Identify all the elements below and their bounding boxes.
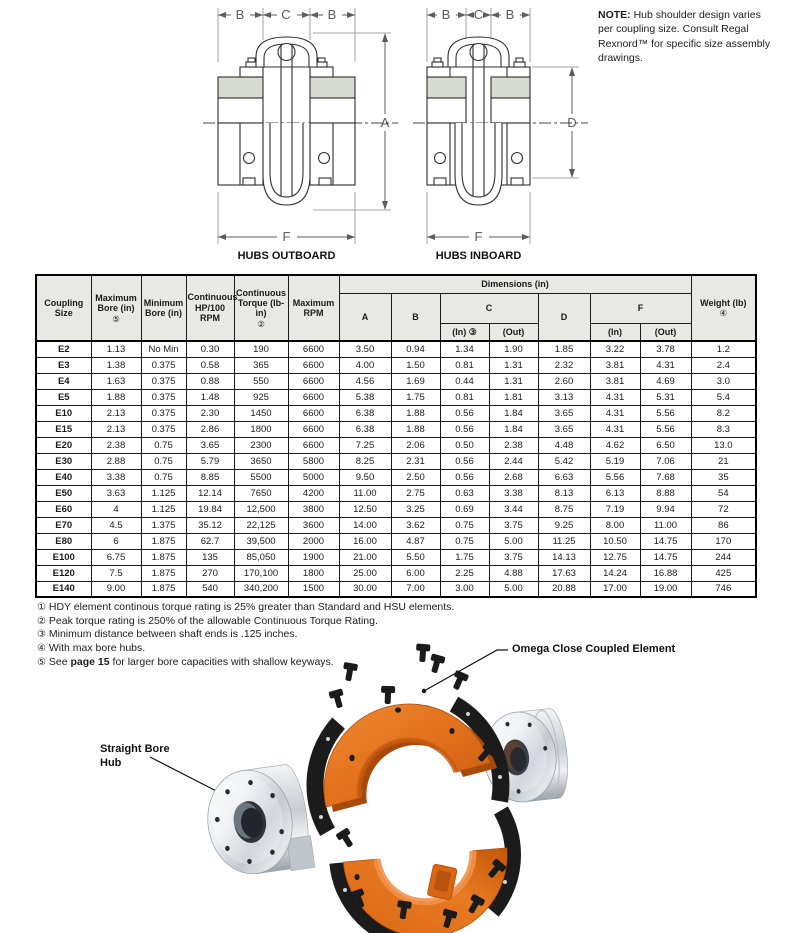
spec-cell: 5.50 <box>391 549 440 565</box>
spec-cell: 5.31 <box>640 389 691 405</box>
header-weight: Weight (lb) ④ <box>691 275 756 341</box>
spec-cell: 12.14 <box>186 485 234 501</box>
spec-cell: 1.84 <box>489 421 538 437</box>
spec-cell: 3.00 <box>440 581 489 597</box>
spec-cell: 14.75 <box>640 533 691 549</box>
spec-cell: 0.81 <box>440 357 489 373</box>
spec-cell: 5.42 <box>538 453 590 469</box>
outboard-caption: HUBS OUTBOARD <box>237 250 336 262</box>
spec-cell: 2.13 <box>91 405 141 421</box>
header-dim-c: C <box>440 293 538 323</box>
spec-cell: 7.5 <box>91 565 141 581</box>
spec-cell: 340,200 <box>234 581 288 597</box>
spec-cell: 5.56 <box>590 469 640 485</box>
spec-cell: 1.125 <box>141 485 186 501</box>
spec-cell: 6.00 <box>391 565 440 581</box>
spec-cell: 8.75 <box>538 501 590 517</box>
spec-cell: 0.375 <box>141 357 186 373</box>
dim-label-d: D <box>567 115 577 130</box>
coupling-size-cell: E70 <box>36 517 91 533</box>
spec-cell: 1.38 <box>91 357 141 373</box>
spec-cell: 10.50 <box>590 533 640 549</box>
spec-cell: 0.375 <box>141 421 186 437</box>
spec-cell: 1500 <box>288 581 339 597</box>
spec-cell: 6600 <box>288 421 339 437</box>
spec-cell: 3.62 <box>391 517 440 533</box>
spec-cell: 85,050 <box>234 549 288 565</box>
spec-cell: 0.375 <box>141 405 186 421</box>
spec-cell: 2.88 <box>91 453 141 469</box>
spec-cell: 1.13 <box>91 341 141 357</box>
spec-cell: 2000 <box>288 533 339 549</box>
coupling-size-cell: E20 <box>36 437 91 453</box>
table-row <box>36 533 756 549</box>
table-row <box>36 501 756 517</box>
dim-label-f: F <box>282 229 291 244</box>
footnote: ① HDY element continous torque rating is 25% greater than Standard and HSU elements. <box>37 601 455 613</box>
element-top-half <box>315 692 502 878</box>
spec-cell: 9.25 <box>538 517 590 533</box>
spec-cell: 3.81 <box>590 373 640 389</box>
spec-cell: 1.75 <box>440 549 489 565</box>
spec-cell: 5.19 <box>590 453 640 469</box>
spec-cell: 2.38 <box>91 437 141 453</box>
spec-cell: 5.79 <box>186 453 234 469</box>
spec-cell: 2.31 <box>391 453 440 469</box>
straight-bore-hub-label: Straight Bore Hub <box>100 743 170 769</box>
header-torque: Continuous Torque (lb-in) ② <box>234 275 288 341</box>
spec-cell: 6.63 <box>538 469 590 485</box>
header-dim-b: B <box>391 293 440 341</box>
spec-cell: 6.75 <box>91 549 141 565</box>
inboard-drawing <box>413 7 588 262</box>
spec-cell: 540 <box>186 581 234 597</box>
spec-cell: 35.12 <box>186 517 234 533</box>
spec-cell: 5.00 <box>489 581 538 597</box>
dim-label-b: B <box>327 7 337 22</box>
spec-cell: 5.56 <box>640 405 691 421</box>
spec-cell: 170 <box>691 533 756 549</box>
header-min-bore: Minimum Bore (in) <box>141 275 186 341</box>
spec-cell: 0.30 <box>186 341 234 357</box>
spec-cell: 170,100 <box>234 565 288 581</box>
spec-cell: 8.25 <box>339 453 391 469</box>
table-row <box>36 565 756 581</box>
spec-cell: 5.38 <box>339 389 391 405</box>
spec-cell: 2.25 <box>440 565 489 581</box>
spec-cell: 86 <box>691 517 756 533</box>
spec-cell: 19.00 <box>640 581 691 597</box>
spec-cell: 25.00 <box>339 565 391 581</box>
spec-cell: 35 <box>691 469 756 485</box>
spec-cell: 9.00 <box>91 581 141 597</box>
outboard-drawing <box>203 7 398 262</box>
spec-cell: 3.75 <box>489 549 538 565</box>
spec-cell: 22,125 <box>234 517 288 533</box>
spec-cell: 0.56 <box>440 421 489 437</box>
spec-cell: 1.85 <box>538 341 590 357</box>
spec-cell: 0.58 <box>186 357 234 373</box>
spec-cell: 2.30 <box>186 405 234 421</box>
spec-cell: 1900 <box>288 549 339 565</box>
spec-cell: 0.75 <box>141 469 186 485</box>
spec-cell: 0.44 <box>440 373 489 389</box>
spec-cell: 11.00 <box>339 485 391 501</box>
coupling-size-cell: E120 <box>36 565 91 581</box>
spec-cell: 746 <box>691 581 756 597</box>
spec-cell: 2.75 <box>391 485 440 501</box>
spec-cell: 2.86 <box>186 421 234 437</box>
spec-cell: 3.65 <box>538 405 590 421</box>
coupling-size-cell: E2 <box>36 341 91 357</box>
spec-cell: 20.88 <box>538 581 590 597</box>
spec-cell: 8.3 <box>691 421 756 437</box>
spec-cell: 5.56 <box>640 421 691 437</box>
spec-cell: 1.90 <box>489 341 538 357</box>
spec-cell: 4.56 <box>339 373 391 389</box>
spec-cell: 4.88 <box>489 565 538 581</box>
header-coupling-size: Coupling Size <box>36 275 91 341</box>
spec-cell: 7.00 <box>391 581 440 597</box>
table-row <box>36 405 756 421</box>
spec-cell: 6600 <box>288 405 339 421</box>
spec-cell: 4.31 <box>590 389 640 405</box>
table-row <box>36 581 756 597</box>
spec-cell: 0.56 <box>440 453 489 469</box>
spec-cell: 62.7 <box>186 533 234 549</box>
coupling-size-cell: E60 <box>36 501 91 517</box>
spec-cell: 1.125 <box>141 501 186 517</box>
spec-cell: 0.94 <box>391 341 440 357</box>
spec-cell: 6600 <box>288 373 339 389</box>
spec-cell: 2.06 <box>391 437 440 453</box>
spec-cell: 3.44 <box>489 501 538 517</box>
spec-cell: 1.875 <box>141 581 186 597</box>
spec-cell: 4.62 <box>590 437 640 453</box>
spec-cell: 6.38 <box>339 405 391 421</box>
spec-cell: 3.65 <box>538 421 590 437</box>
table-row <box>36 485 756 501</box>
spec-cell: 1.375 <box>141 517 186 533</box>
table-row <box>36 453 756 469</box>
note-label: NOTE: <box>598 9 631 21</box>
spec-cell: 0.375 <box>141 389 186 405</box>
spec-cell: 14.13 <box>538 549 590 565</box>
inboard-caption: HUBS INBOARD <box>435 250 522 262</box>
spec-cell: 21.00 <box>339 549 391 565</box>
spec-cell: 2.13 <box>91 421 141 437</box>
spec-cell: 9.50 <box>339 469 391 485</box>
spec-cell: 14.75 <box>640 549 691 565</box>
header-max-rpm: Maximum RPM <box>288 275 339 341</box>
spec-cell: 6.13 <box>590 485 640 501</box>
spec-cell: 270 <box>186 565 234 581</box>
spec-cell: 1.875 <box>141 533 186 549</box>
spec-cell: 7.19 <box>590 501 640 517</box>
dim-label-a: A <box>380 115 390 130</box>
dim-label-c: C <box>473 7 484 22</box>
spec-cell: 1.88 <box>391 421 440 437</box>
spec-cell: 1450 <box>234 405 288 421</box>
spec-cell: 8.00 <box>590 517 640 533</box>
spec-cell: 1800 <box>288 565 339 581</box>
spec-cell: 11.25 <box>538 533 590 549</box>
spec-cell: 1.69 <box>391 373 440 389</box>
spec-cell: 4.31 <box>640 357 691 373</box>
spec-cell: 14.24 <box>590 565 640 581</box>
spec-cell: 7.25 <box>339 437 391 453</box>
spec-cell: 5800 <box>288 453 339 469</box>
spec-cell: 4.87 <box>391 533 440 549</box>
spec-cell: 0.75 <box>440 517 489 533</box>
spec-cell: 190 <box>234 341 288 357</box>
footnote: ② Peak torque rating is 250% of the allowable Continuous Torque Rating. <box>37 614 378 627</box>
spec-cell: 19.84 <box>186 501 234 517</box>
straight-bore-hub <box>201 762 315 881</box>
coupling-size-cell: E40 <box>36 469 91 485</box>
spec-cell: 925 <box>234 389 288 405</box>
spec-cell: 1.81 <box>489 389 538 405</box>
spec-cell: 3.75 <box>489 517 538 533</box>
note-text: Hub shoulder design varies per coupling size. Consult Regal Rexnord™ for specific size assembly drawings. <box>598 9 771 65</box>
spec-cell: 244 <box>691 549 756 565</box>
spec-cell: 1.63 <box>91 373 141 389</box>
spec-cell: 1.875 <box>141 565 186 581</box>
spec-cell: 1.88 <box>391 405 440 421</box>
header-dim-f: F <box>590 293 691 323</box>
spec-cell: 12.50 <box>339 501 391 517</box>
spec-cell: 6 <box>91 533 141 549</box>
spec-cell: 6.38 <box>339 421 391 437</box>
spec-cell: 12.75 <box>590 549 640 565</box>
spec-cell: 2.44 <box>489 453 538 469</box>
spec-cell: 0.63 <box>440 485 489 501</box>
spec-cell: 6600 <box>288 357 339 373</box>
coupling-size-cell: E140 <box>36 581 91 597</box>
spec-cell: 1.84 <box>489 405 538 421</box>
dim-label-b: B <box>505 7 515 22</box>
spec-table-body <box>36 341 756 597</box>
spec-cell: 21 <box>691 453 756 469</box>
spec-cell: 1.50 <box>391 357 440 373</box>
header-dim-d: D <box>538 293 590 341</box>
spec-cell: 3.65 <box>186 437 234 453</box>
spec-cell: 2.68 <box>489 469 538 485</box>
spec-cell: 4.5 <box>91 517 141 533</box>
spec-cell: 5.4 <box>691 389 756 405</box>
spec-cell: 4.31 <box>590 421 640 437</box>
spec-cell: No Min <box>141 341 186 357</box>
spec-cell: 17.00 <box>590 581 640 597</box>
spec-cell: 0.75 <box>440 533 489 549</box>
spec-cell: 4.69 <box>640 373 691 389</box>
spec-cell: 6.50 <box>640 437 691 453</box>
spec-cell: 2.60 <box>538 373 590 389</box>
spec-cell: 2.50 <box>391 469 440 485</box>
spec-cell: 3.78 <box>640 341 691 357</box>
table-row <box>36 517 756 533</box>
spec-cell: 7.06 <box>640 453 691 469</box>
coupling-size-cell: E3 <box>36 357 91 373</box>
spec-cell: 425 <box>691 565 756 581</box>
spec-cell: 13.0 <box>691 437 756 453</box>
table-row <box>36 357 756 373</box>
spec-cell: 1.88 <box>91 389 141 405</box>
spec-cell: 2300 <box>234 437 288 453</box>
spec-cell: 0.81 <box>440 389 489 405</box>
footnote: ③ Minimum distance between shaft ends is .125 inches. <box>37 628 298 641</box>
note-block <box>598 8 778 66</box>
spec-cell: 11.00 <box>640 517 691 533</box>
coupling-size-cell: E30 <box>36 453 91 469</box>
spec-cell: 7.68 <box>640 469 691 485</box>
spec-cell: 365 <box>234 357 288 373</box>
spec-cell: 16.00 <box>339 533 391 549</box>
spec-cell: 3.22 <box>590 341 640 357</box>
spec-cell: 550 <box>234 373 288 389</box>
spec-cell: 3.38 <box>91 469 141 485</box>
spec-cell: 3.50 <box>339 341 391 357</box>
header-dim-a: A <box>339 293 391 341</box>
spec-cell: 12,500 <box>234 501 288 517</box>
table-row <box>36 373 756 389</box>
spec-cell: 1.875 <box>141 549 186 565</box>
spec-cell: 3.38 <box>489 485 538 501</box>
spec-cell: 0.75 <box>141 437 186 453</box>
spec-cell: 1800 <box>234 421 288 437</box>
table-row <box>36 389 756 405</box>
spec-cell: 1.34 <box>440 341 489 357</box>
spec-cell: 1.31 <box>489 357 538 373</box>
spec-cell: 8.88 <box>640 485 691 501</box>
spec-cell: 3.13 <box>538 389 590 405</box>
dim-label-c: C <box>281 7 291 22</box>
spec-cell: 7650 <box>234 485 288 501</box>
omega-element-label: Omega Close Coupled Element <box>512 643 676 655</box>
header-max-bore: Maximum Bore (in) ⑤ <box>91 275 141 341</box>
spec-cell: 4.31 <box>590 405 640 421</box>
table-row <box>36 549 756 565</box>
spec-cell: 54 <box>691 485 756 501</box>
spec-cell: 0.56 <box>440 405 489 421</box>
spec-cell: 0.75 <box>141 453 186 469</box>
table-row <box>36 341 756 357</box>
spec-cell: 14.00 <box>339 517 391 533</box>
spec-cell: 1.48 <box>186 389 234 405</box>
spec-cell: 1.31 <box>489 373 538 389</box>
spec-cell: 5500 <box>234 469 288 485</box>
spec-cell: 3650 <box>234 453 288 469</box>
coupling-size-cell: E10 <box>36 405 91 421</box>
dim-label-b: B <box>441 7 451 22</box>
spec-cell: 3.63 <box>91 485 141 501</box>
spec-cell: 0.69 <box>440 501 489 517</box>
spec-cell: 8.2 <box>691 405 756 421</box>
coupling-spec-table <box>35 274 757 598</box>
spec-cell: 16.88 <box>640 565 691 581</box>
exploded-view-illustration <box>0 630 790 933</box>
header-f-in: (In) <box>590 323 640 341</box>
table-row <box>36 469 756 485</box>
spec-cell: 30.00 <box>339 581 391 597</box>
coupling-size-cell: E50 <box>36 485 91 501</box>
spec-cell: 4200 <box>288 485 339 501</box>
coupling-size-cell: E80 <box>36 533 91 549</box>
spec-cell: 135 <box>186 549 234 565</box>
spec-cell: 4.00 <box>339 357 391 373</box>
spec-cell: 3.81 <box>590 357 640 373</box>
spec-cell: 8.85 <box>186 469 234 485</box>
spec-cell: 8.13 <box>538 485 590 501</box>
spec-cell: 6600 <box>288 437 339 453</box>
dim-label-f: F <box>474 229 483 244</box>
spec-cell: 4 <box>91 501 141 517</box>
table-row <box>36 437 756 453</box>
spec-cell: 2.32 <box>538 357 590 373</box>
spec-cell: 0.56 <box>440 469 489 485</box>
spec-cell: 6600 <box>288 389 339 405</box>
coupling-size-cell: E100 <box>36 549 91 565</box>
spec-cell: 72 <box>691 501 756 517</box>
spec-cell: 2.38 <box>489 437 538 453</box>
header-c-in: (In) ③ <box>440 323 489 341</box>
coupling-size-cell: E5 <box>36 389 91 405</box>
spec-cell: 9.94 <box>640 501 691 517</box>
header-c-out: (Out) <box>489 323 538 341</box>
spec-cell: 5000 <box>288 469 339 485</box>
spec-cell: 3600 <box>288 517 339 533</box>
spec-cell: 0.375 <box>141 373 186 389</box>
spec-cell: 1.2 <box>691 341 756 357</box>
header-f-out: (Out) <box>640 323 691 341</box>
spec-cell: 3.0 <box>691 373 756 389</box>
table-row <box>36 421 756 437</box>
spec-cell: 6600 <box>288 341 339 357</box>
spec-cell: 1.75 <box>391 389 440 405</box>
spec-cell: 0.88 <box>186 373 234 389</box>
spec-cell: 3800 <box>288 501 339 517</box>
spec-cell: 5.00 <box>489 533 538 549</box>
spec-cell: 17.63 <box>538 565 590 581</box>
spec-cell: 4.48 <box>538 437 590 453</box>
dim-label-b: B <box>235 7 245 22</box>
header-dimensions: Dimensions (in) <box>339 275 691 293</box>
footnote: ⑤ See page 15 for larger bore capacities with shallow keyways. <box>37 655 334 668</box>
spec-cell: 39,500 <box>234 533 288 549</box>
spec-cell: 0.50 <box>440 437 489 453</box>
coupling-size-cell: E4 <box>36 373 91 389</box>
footnote: ④ With max bore hubs. <box>37 642 146 655</box>
spec-cell: 3.25 <box>391 501 440 517</box>
coupling-size-cell: E15 <box>36 421 91 437</box>
spec-cell: 2.4 <box>691 357 756 373</box>
header-hp: Continuous HP/100 RPM <box>186 275 234 341</box>
